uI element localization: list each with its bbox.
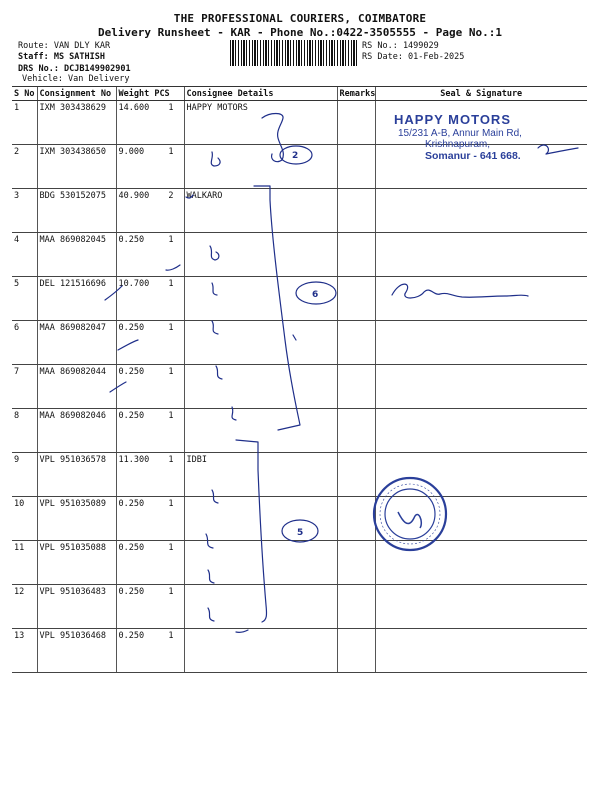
table-row bbox=[12, 365, 587, 409]
stamp-city: Somanur - 641 668. bbox=[425, 150, 521, 162]
weight-value: 40.900 bbox=[118, 191, 150, 201]
cell-consignee bbox=[184, 629, 337, 673]
weight-value: 0.250 bbox=[118, 543, 145, 553]
cell-weight-pcs bbox=[116, 409, 184, 453]
cell-weight-pcs bbox=[116, 453, 184, 497]
cell-weight-pcs bbox=[116, 497, 184, 541]
cell-signature bbox=[375, 629, 587, 673]
drs-text: DRS No.: DCJB149902901 bbox=[18, 64, 131, 74]
cell-consignment-no: MAA 869082046 bbox=[37, 409, 116, 453]
circled-number: 6 bbox=[312, 290, 319, 300]
stamp-area: Krishnapuram, bbox=[425, 139, 491, 150]
weight-value: 0.250 bbox=[118, 367, 145, 377]
cell-sno: 9 bbox=[12, 453, 37, 497]
cell-weight-pcs bbox=[116, 541, 184, 585]
weight-value: 14.600 bbox=[118, 103, 150, 113]
table-row bbox=[12, 189, 587, 233]
cell-weight-pcs bbox=[116, 321, 184, 365]
cell-weight-pcs bbox=[116, 585, 184, 629]
vehicle-text: Vehicle: Van Delivery bbox=[22, 74, 130, 84]
pcs-value: 1 bbox=[168, 587, 174, 597]
cell-sno: 3 bbox=[12, 189, 37, 233]
pcs-value: 1 bbox=[168, 279, 174, 289]
cell-consignment-no: MAA 869082045 bbox=[37, 233, 116, 277]
cell-weight-pcs bbox=[116, 233, 184, 277]
cell-consignee bbox=[184, 365, 337, 409]
circled-number: 5 bbox=[297, 528, 304, 538]
circled-number: 2 bbox=[292, 151, 299, 161]
cell-signature bbox=[375, 189, 587, 233]
cell-signature bbox=[375, 585, 587, 629]
table-row bbox=[12, 409, 587, 453]
col-header-remarks: Remarks bbox=[337, 87, 375, 101]
cell-consignment-no: IXM 303438629 bbox=[37, 101, 116, 145]
cell-consignee bbox=[184, 321, 337, 365]
pcs-value: 1 bbox=[168, 323, 174, 333]
pcs-value: 1 bbox=[168, 543, 174, 553]
pcs-value: 1 bbox=[168, 411, 174, 421]
cell-sno: 4 bbox=[12, 233, 37, 277]
cell-weight-pcs bbox=[116, 101, 184, 145]
cell-consignee: HAPPY MOTORS bbox=[184, 101, 337, 145]
table-row bbox=[12, 277, 587, 321]
table-header-row bbox=[12, 87, 587, 101]
cell-sno: 8 bbox=[12, 409, 37, 453]
cell-consignment-no: VPL 951035088 bbox=[37, 541, 116, 585]
weight-value: 0.250 bbox=[118, 411, 145, 421]
cell-sno: 5 bbox=[12, 277, 37, 321]
cell-remarks bbox=[337, 365, 375, 409]
cell-signature bbox=[375, 321, 587, 365]
company-title: THE PROFESSIONAL COURIERS, COIMBATORE bbox=[173, 12, 427, 25]
cell-consignee bbox=[184, 541, 337, 585]
weight-value: 11.300 bbox=[118, 455, 150, 465]
cell-remarks bbox=[337, 277, 375, 321]
table-row bbox=[12, 629, 587, 673]
table-row bbox=[12, 541, 587, 585]
cell-remarks bbox=[337, 145, 375, 189]
cell-remarks bbox=[337, 321, 375, 365]
cell-remarks bbox=[337, 497, 375, 541]
stamp-address: 15/231 A-B, Annur Main Rd, bbox=[398, 128, 522, 139]
col-header-consignee: Consignee Details bbox=[184, 87, 337, 101]
cell-weight-pcs bbox=[116, 189, 184, 233]
cell-signature bbox=[375, 277, 587, 321]
col-header-consignment: Consignment No bbox=[37, 87, 116, 101]
cell-consignment-no: VPL 951036483 bbox=[37, 585, 116, 629]
cell-consignee bbox=[184, 409, 337, 453]
pcs-value: 2 bbox=[168, 191, 174, 201]
cell-consignee: WALKARO bbox=[184, 189, 337, 233]
cell-weight-pcs bbox=[116, 629, 184, 673]
weight-value: 0.250 bbox=[118, 235, 145, 245]
col-header-signature: Seal & Signature bbox=[375, 87, 587, 101]
cell-signature bbox=[375, 409, 587, 453]
barcode bbox=[230, 40, 358, 66]
table-row bbox=[12, 453, 587, 497]
cell-remarks bbox=[337, 629, 375, 673]
runsheet-table bbox=[12, 86, 587, 673]
happy-motors-stamp bbox=[390, 112, 565, 172]
cell-sno: 6 bbox=[12, 321, 37, 365]
pcs-value: 1 bbox=[168, 235, 174, 245]
cell-signature bbox=[375, 365, 587, 409]
stamp-name: HAPPY MOTORS bbox=[394, 112, 511, 127]
weight-value: 0.250 bbox=[118, 631, 145, 641]
weight-value: 9.000 bbox=[118, 147, 145, 157]
cell-weight-pcs bbox=[116, 365, 184, 409]
pcs-value: 1 bbox=[168, 367, 174, 377]
cell-sno: 7 bbox=[12, 365, 37, 409]
cell-consignment-no: DEL 121516696 bbox=[37, 277, 116, 321]
cell-sno: 10 bbox=[12, 497, 37, 541]
cell-sno: 11 bbox=[12, 541, 37, 585]
cell-consignment-no: IXM 303438650 bbox=[37, 145, 116, 189]
cell-sno: 12 bbox=[12, 585, 37, 629]
pcs-value: 1 bbox=[168, 499, 174, 509]
col-header-weight-pcs: Weight PCS bbox=[116, 87, 184, 101]
cell-consignee bbox=[184, 277, 337, 321]
weight-value: 0.250 bbox=[118, 587, 145, 597]
table-row bbox=[12, 233, 587, 277]
table-row bbox=[12, 321, 587, 365]
cell-weight-pcs bbox=[116, 277, 184, 321]
cell-remarks bbox=[337, 189, 375, 233]
pcs-value: 1 bbox=[168, 103, 174, 113]
cell-signature bbox=[375, 497, 587, 541]
cell-remarks bbox=[337, 409, 375, 453]
cell-signature bbox=[375, 233, 587, 277]
rs-no-text: RS No.: 1499029 bbox=[362, 41, 439, 51]
cell-consignment-no: VPL 951035089 bbox=[37, 497, 116, 541]
cell-signature bbox=[375, 541, 587, 585]
table-row bbox=[12, 497, 587, 541]
cell-consignment-no: BDG 530152075 bbox=[37, 189, 116, 233]
cell-remarks bbox=[337, 541, 375, 585]
cell-remarks bbox=[337, 101, 375, 145]
weight-value: 10.700 bbox=[118, 279, 150, 289]
rs-date-text: RS Date: 01-Feb-2025 bbox=[362, 52, 465, 62]
pcs-value: 1 bbox=[168, 631, 174, 641]
cell-consignment-no: VPL 951036468 bbox=[37, 629, 116, 673]
cell-remarks bbox=[337, 233, 375, 277]
table-row bbox=[12, 585, 587, 629]
weight-value: 0.250 bbox=[118, 499, 145, 509]
cell-sno: 13 bbox=[12, 629, 37, 673]
cell-consignment-no: MAA 869082044 bbox=[37, 365, 116, 409]
cell-weight-pcs bbox=[116, 145, 184, 189]
cell-signature bbox=[375, 453, 587, 497]
cell-sno: 1 bbox=[12, 101, 37, 145]
cell-consignee bbox=[184, 145, 337, 189]
cell-remarks bbox=[337, 585, 375, 629]
cell-consignee: IDBI bbox=[184, 453, 337, 497]
staff-text: Staff: MS SATHISH bbox=[18, 52, 105, 62]
route-text: Route: VAN DLY KAR bbox=[18, 41, 111, 51]
cell-sno: 2 bbox=[12, 145, 37, 189]
pcs-value: 1 bbox=[168, 455, 174, 465]
cell-remarks bbox=[337, 453, 375, 497]
cell-consignment-no: VPL 951036578 bbox=[37, 453, 116, 497]
col-header-sno: S No bbox=[12, 87, 37, 101]
cell-consignee bbox=[184, 497, 337, 541]
cell-consignment-no: MAA 869082047 bbox=[37, 321, 116, 365]
cell-consignee bbox=[184, 585, 337, 629]
weight-value: 0.250 bbox=[118, 323, 145, 333]
cell-consignee bbox=[184, 233, 337, 277]
runsheet-subtitle: Delivery Runsheet - KAR - Phone No.:0422-3505555 - Page No.:1 bbox=[98, 26, 502, 39]
pcs-value: 1 bbox=[168, 147, 174, 157]
